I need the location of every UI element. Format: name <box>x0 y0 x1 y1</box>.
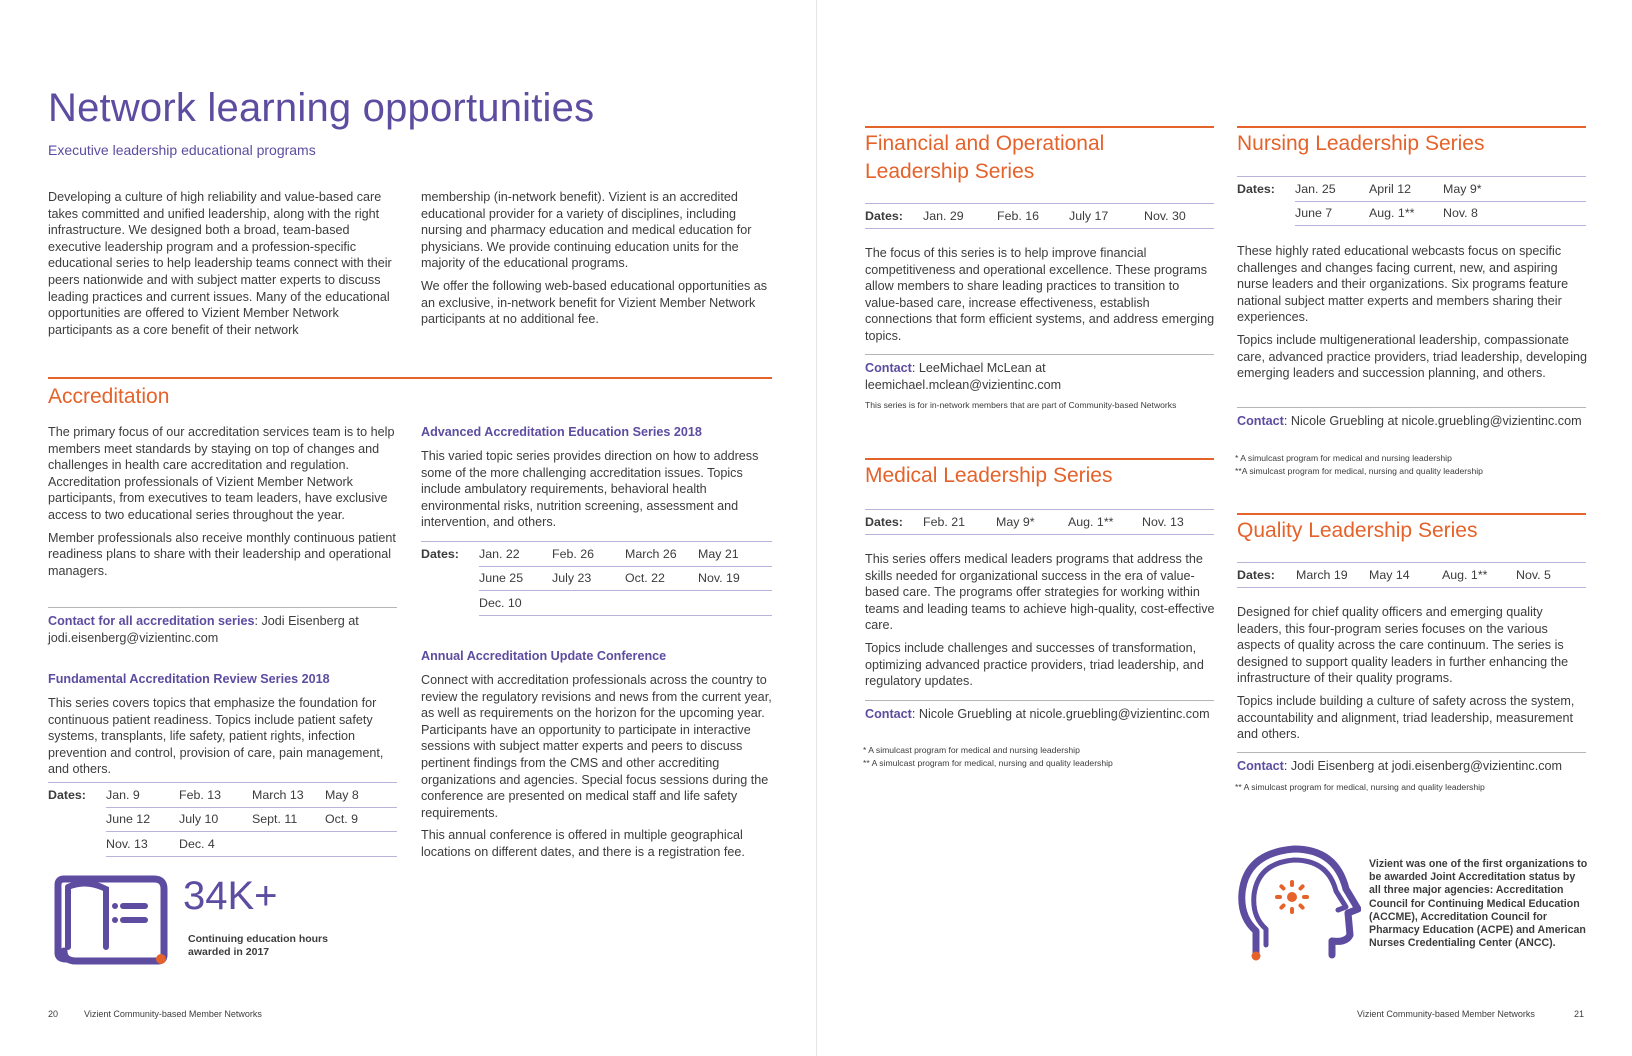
page-subtitle: Executive leadership educational programs <box>48 142 316 158</box>
date-cell: July 17 <box>1069 204 1144 229</box>
accreditation-contact <box>48 607 397 646</box>
nursing-dates-table <box>1237 176 1586 226</box>
date-cell: May 14 <box>1369 563 1442 588</box>
contact-text: : Jodi Eisenberg at jodi.eisenberg@vizientinc.com <box>48 614 359 645</box>
quality-heading: Quality Leadership Series <box>1237 519 1478 542</box>
stat-value: 34K+ <box>183 874 278 918</box>
open-book-icon <box>50 873 174 967</box>
award-statement: Vizient was one of the first organizations to be awarded Joint Accreditation status by all three major agencies: Accreditation Council for Continuing Medical Education (ACCME), Accreditation Council for Pharmacy Education (ACPE) and American Nurses Credentialing Center (ANCC). <box>1369 858 1588 950</box>
date-cell: Aug. 1** <box>1442 563 1516 588</box>
accreditation-intro <box>48 424 400 579</box>
date-cell: March 26 <box>625 542 698 567</box>
note-single-asterisk: * A simulcast program for medical and nursing leadership <box>863 745 1080 755</box>
advanced-series-text <box>421 448 773 531</box>
page-number: 21 <box>1574 1009 1585 1019</box>
intro-paragraph: Developing a culture of high reliability and value-based care takes committed and unified leadership, along with the right infrastructure. We designed both a broad, team-based executive leadership program and a profession-specific educational series to help leadership teams connect with their peers nationwide and with subject matter experts to discuss leading practices and current issues. Many of the educational opportunities are offered to Vizient Member Network participants as a core benefit of their network <box>48 190 392 337</box>
date-cell: Jan. 9 <box>106 783 179 808</box>
date-cell: March 19 <box>1296 563 1369 588</box>
medical-paragraph-1: This series offers medical leaders programs that address the skills needed for organizational success in the era of value-based care. The programs offer strategies for working within teams and leading teams to achieve high-quality, cost-effective care. <box>865 552 1215 633</box>
date-cell: March 13 <box>252 783 325 808</box>
advanced-series-heading: Advanced Accreditation Education Series 2018 <box>421 425 702 439</box>
medical-text <box>865 551 1217 690</box>
page-title: Network learning opportunities <box>48 86 595 130</box>
nursing-paragraph-2: Topics include multigenerational leadership, compassionate care, advanced practice providers, triad leadership, developing emerging leaders and succession planning, and others. <box>1237 332 1588 381</box>
dates-label: Dates: <box>421 542 479 567</box>
quality-contact <box>1237 752 1586 775</box>
conference-text <box>421 672 773 861</box>
date-cell: April 12 <box>1369 177 1443 202</box>
date-cell: Nov. 5 <box>1516 563 1586 588</box>
medical-notes <box>863 744 1215 769</box>
intro-paragraph-cont: membership (in-network benefit). Vizient is an accredited educational provider for a variety of disciplines, including nursing and pharmacy education and medical education for physicians. We provide continuing education units for the majority of the educational programs. <box>421 190 752 271</box>
quality-paragraph-2: Topics include building a culture of safety across the system, accountability and alignment, triad leadership, measurement and others. <box>1237 693 1575 742</box>
fundamental-series-paragraph: This series covers topics that emphasize the foundation for continuous patient readiness. Topics include patient safety systems, transplants, life safety, patient rights, infection prevention and control, provision of care, pain management, and others. <box>48 696 384 777</box>
stat-caption-line-1: Continuing education hours <box>188 933 328 945</box>
contact-text: : Nicole Gruebling at nicole.gruebling@vizientinc.com <box>911 707 1210 721</box>
quality-text <box>1237 604 1589 743</box>
note-double-asterisk: ** A simulcast program for medical, nursing and quality leadership <box>863 757 1113 768</box>
accreditation-heading: Accreditation <box>48 385 170 408</box>
fundamental-series-text <box>48 695 400 778</box>
nursing-rule <box>1237 126 1586 128</box>
date-cell: Nov. 19 <box>698 566 772 591</box>
date-cell: May 9* <box>996 510 1068 535</box>
nursing-notes <box>1235 452 1587 477</box>
dates-label: Dates: <box>48 783 106 808</box>
conference-paragraph-2: This annual conference is offered in multiple geographical locations on different dates, and there is a registration fee. <box>421 828 745 859</box>
quality-note: ** A simulcast program for medical, nursing and quality leadership <box>1235 782 1485 792</box>
footer-text: Vizient Community-based Member Networks <box>84 1009 262 1019</box>
conference-paragraph-1: Connect with accreditation professionals across the country to review the regulatory revisions and news from the current year, as well as requirements on the horizon for the upcoming year. Participants have an opportunity to participate in interactive sessions with subject matter experts and peers to discuss pertinent findings from the CMS and other accrediting organizations and agencies. Special focus sessions during the conference are presented on medical staff and life safety requirements. <box>421 673 772 820</box>
financial-paragraph: The focus of this series is to help improve financial competitiveness and operational excellence. These programs allow members to share leading practices to transition to value-based care, increase effectiveness, establish connections that form efficient systems, and address emerging topics. <box>865 246 1215 343</box>
date-cell: May 21 <box>698 542 772 567</box>
dates-label: Dates: <box>1237 563 1296 588</box>
fundamental-dates-table <box>48 782 397 857</box>
quality-rule <box>1237 513 1586 515</box>
financial-note: This series is for in-network members that are part of Community-based Networks <box>865 400 1177 410</box>
nursing-paragraph-1: These highly rated educational webcasts focus on specific challenges and changes facing current, new, and aspiring nurse leaders and their organizations. Six programs feature national subject matter experts and members sharing their experiences. <box>1237 244 1569 325</box>
note-single-asterisk: * A simulcast program for medical and nursing leadership <box>1235 453 1452 463</box>
contact-label: Contact <box>865 361 912 375</box>
medical-rule <box>865 458 1214 460</box>
date-cell: July 10 <box>179 807 252 832</box>
medical-heading: Medical Leadership Series <box>865 464 1113 487</box>
date-cell: Dec. 10 <box>479 591 552 616</box>
date-cell: Oct. 9 <box>325 807 397 832</box>
head-gear-icon <box>1236 843 1361 963</box>
quality-dates-table <box>1237 562 1586 588</box>
date-cell: Feb. 16 <box>997 204 1069 229</box>
date-cell: Aug. 1** <box>1068 510 1142 535</box>
advanced-series-paragraph: This varied topic series provides direction on how to address some of the more challenging accreditation issues. Topics include ambulatory requirements, behavioral health environmental risks, nutrition screening, assessment and intervention, and others. <box>421 449 759 530</box>
financial-text <box>865 245 1217 345</box>
intro-offer-paragraph: We offer the following web-based educational opportunities as an exclusive, in-network benefit for Vizient Member Network participants at no additional fee. <box>421 278 768 327</box>
page-number: 20 <box>48 1009 59 1019</box>
stat-caption <box>188 933 328 959</box>
footer-text: Vizient Community-based Member Networks <box>1357 1009 1535 1019</box>
dates-label: Dates: <box>865 510 923 535</box>
date-cell: Jan. 22 <box>479 542 552 567</box>
date-cell: Nov. 13 <box>106 832 179 857</box>
contact-text: : Jodi Eisenberg at jodi.eisenberg@vizientinc.com <box>1283 759 1562 773</box>
nursing-heading: Nursing Leadership Series <box>1237 132 1485 155</box>
advanced-dates-table <box>421 541 772 616</box>
date-cell: Feb. 26 <box>552 542 625 567</box>
date-cell: Oct. 22 <box>625 566 698 591</box>
date-cell: Jan. 25 <box>1295 177 1369 202</box>
dates-label: Dates: <box>1237 177 1295 202</box>
date-cell: Feb. 13 <box>179 783 252 808</box>
financial-dates-table <box>865 203 1214 229</box>
medical-paragraph-2: Topics include challenges and successes of transformation, optimizing advanced practice providers, triad leadership, and regulatory updates. <box>865 640 1204 689</box>
date-cell: June 25 <box>479 566 552 591</box>
dates-label: Dates: <box>865 204 923 229</box>
date-cell: Sept. 11 <box>252 807 325 832</box>
nursing-text <box>1237 243 1589 382</box>
accreditation-rule <box>48 377 772 379</box>
date-cell: June 12 <box>106 807 179 832</box>
fundamental-series-heading: Fundamental Accreditation Review Series 2018 <box>48 672 330 686</box>
contact-label: Contact <box>865 707 912 721</box>
intro-column-2 <box>421 189 773 328</box>
note-double-asterisk: **A simulcast program for medical, nursing and quality leadership <box>1235 465 1483 476</box>
financial-rule <box>865 126 1214 128</box>
quality-paragraph-1: Designed for chief quality officers and emerging quality leaders, this four-program series focuses on the various aspects of quality across the care continuum. The series is designed to support quality leaders in further enhancing the infrastructure of their quality programs. <box>1237 605 1569 686</box>
stat-caption-line-2: awarded in 2017 <box>188 946 270 958</box>
right-page <box>817 0 1632 1056</box>
accreditation-paragraph-2: Member professionals also receive monthly continuous patient readiness plans to share with their leadership and operational managers. <box>48 530 396 578</box>
medical-dates-table <box>865 509 1214 535</box>
date-cell: Aug. 1** <box>1369 201 1443 226</box>
contact-label: Contact <box>1237 414 1284 428</box>
financial-heading: Financial and Operational Leadership Series <box>865 132 1105 183</box>
contact-label: Contact <box>1237 759 1284 773</box>
date-cell: June 7 <box>1295 201 1369 226</box>
conference-heading: Annual Accreditation Update Conference <box>421 649 667 663</box>
contact-text: : Nicole Gruebling at nicole.gruebling@vizientinc.com <box>1283 414 1582 428</box>
financial-contact <box>865 354 1214 393</box>
date-cell: May 8 <box>325 783 397 808</box>
date-cell: Feb. 21 <box>923 510 996 535</box>
date-cell: May 9* <box>1443 177 1586 202</box>
nursing-contact <box>1237 407 1586 430</box>
date-cell: Nov. 30 <box>1144 204 1214 229</box>
date-cell: Dec. 4 <box>179 832 252 857</box>
medical-contact <box>865 700 1214 723</box>
contact-text: : LeeMichael McLean at leemichael.mclean@vizientinc.com <box>865 361 1062 392</box>
date-cell: July 23 <box>552 566 625 591</box>
intro-column-1 <box>48 189 400 338</box>
contact-label: Contact for all accreditation series <box>48 614 255 628</box>
date-cell: Nov. 13 <box>1142 510 1214 535</box>
accreditation-paragraph-1: The primary focus of our accreditation services team is to help members meet standards by staying on top of changes and challenges in health care accreditation and regulation. Accreditation professionals of Vizient Member Network participants, from executives to team leaders, have exclusive access to two educational series throughout the year. <box>48 425 395 522</box>
date-cell: Nov. 8 <box>1443 201 1586 226</box>
date-cell: Jan. 29 <box>923 204 997 229</box>
